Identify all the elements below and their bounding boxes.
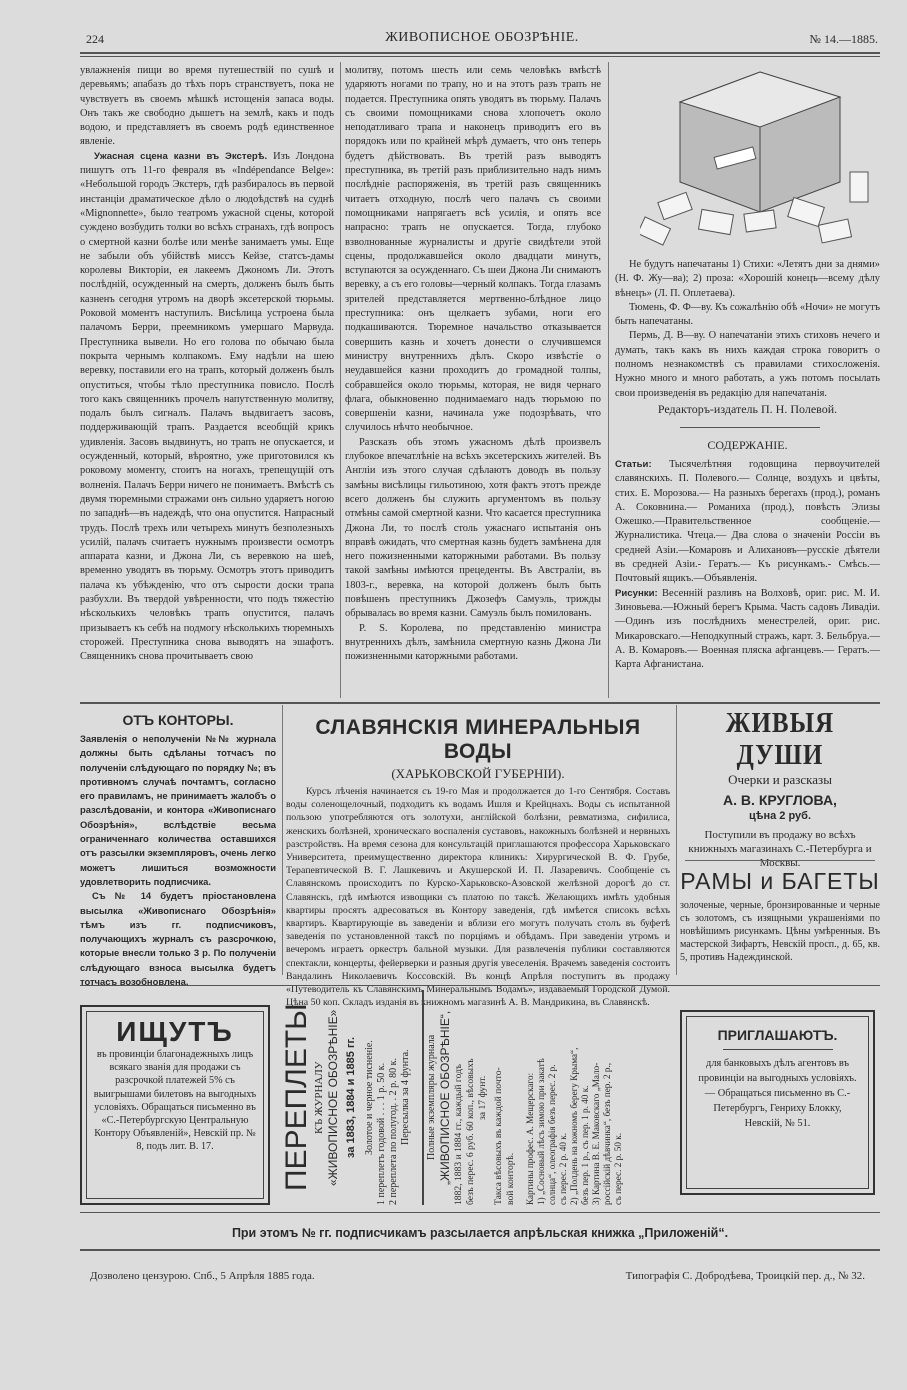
section-rule bbox=[80, 985, 880, 986]
ishchut-ad: ИЩУТЪ въ провинціи благонадежныхъ лицъ всякаго званія для продажи съ разсрочкой платежей 5% съ выигрышами билетовъ на выгодныхъ условіяхъ. Обращаться письменно въ «С.-Петербургскую Центральную Контору Объявленій», Невскій пр. № 8, подъ лит. В. 17. bbox=[80, 1005, 270, 1205]
contents-title: СОДЕРЖАНІЕ. bbox=[707, 438, 788, 452]
column-divider bbox=[340, 62, 341, 698]
column-divider bbox=[282, 705, 283, 975]
article-column-2: молитву, потомъ шесть или семь человѣкъ вмѣстѣ ударяютъ ногами по трапу, но и на этотъ разъ трапъ не подается. Преступника опять уводятъ въ тюрьму. Палачъ съ своими помощниками снова хлопочетъ около неподатливаго трапа и наконецъ приводитъ его въ порядокъ или по крайней мѣрѣ думаетъ, что онъ теперь будетъ дѣйствовать. Въ третій разъ выводятъ преступника, въ третій разъ приблизительно надъ нимъ послѣдніе распоряженія, въ третій разъ священникъ читаетъ отходную, послѣ чего палачъ съ своими помощниками напрягаетъ всѣ усилія, и опять все напрасно: трапъ не опускается. Тогда, глубоко взволнованные журналисты и другіе свидѣтели этой сцены, продолжавшейся около двадцати минутъ, вступаются за осужденнаго. Съ шеи Джона Ли снимаютъ веревку, а съ его головы—черный колпакъ. Тогда глазамъ зрителей представляется мертвенно-блѣдное лицо преступника: онъ щелкаетъ зубами, ноги его подкашиваются. Тюремное начальство отказывается совершить казнь и хочетъ донести о случившемся министру внутреннихъ дѣлъ. Скоро извѣстіе о неудавшейся казни проходитъ до громадной толпы, собравшейся около тюрьмы, которая, не видя чернаго флага, обыкновенно поднимаемаго надъ тюрьмою по совершеніи казни, начинала уже подозрѣвать, что случилось нѣчто необычное. Разсказъ объ этомъ ужасномъ дѣлѣ произвелъ глубокое впечатлѣніе на всѣхъ эксетерскихъ жителей. Въ Англіи изъ этого случая сдѣлаютъ доводъ въ пользу замѣны висѣлицы гильотиною, хотя фактъ этотъ прежде всего долженъ бы служить аргументомъ въ пользу отмѣны самой смертной казни. Что касается преступника Джона Ли, то послѣ столь ужаснаго испытанія онъ вправѣ ожидать, что смертная казнь будетъ замѣнена для него пожизненными каторжными работами. Въ пользу такой замѣны имѣются прецеденты. Въ Австраліи, въ 1803-г., веревка, на которой долженъ былъ быть повѣшенъ преступникъ Джозефъ Самуэль, трижды обрывалась во время казни. Самуэль былъ помилованъ. P. S. Королева, по представленію министра внутреннихъ дѣлъ, замѣнила смертную казнь Джона Ли пожизненными каторжными работами. bbox=[345, 65, 601, 663]
divider bbox=[685, 860, 875, 861]
printer-note: Типографія С. Добродѣева, Троицкій пер. д., № 32. bbox=[625, 1270, 865, 1282]
supplement-notice: При этомъ № гг. подписчикамъ разсылается апрѣльская книжка „Приложеній“. bbox=[231, 1226, 729, 1240]
page-number: 224 bbox=[86, 32, 104, 46]
contents: Статьи: Тысячелѣтняя годовщина первоучителей славянскихъ. П. Полевого.— Солнце, воздухъ и цвѣты, стих. Е. Морозова.— На разныхъ берегахъ (прод.), романъ А. Соковнина.— Романиха (прод.), повѣсть Элизы Ожешко.—Правительственное сообщеніе.— Журналистика. Чтеца.— Два слова о значеніи Россіи въ средней Азіи.—Комаровъ и Алихановъ—русскіе дѣятели въ средней Азіи.- Гератъ.— Къ рисункамъ.- Смѣсь.— Почтовый ящикъ.—Объявленія. Рисунки: Весенній разливъ на Волховѣ, ориг. рис. М. И. Зиновьева.—Южный берегъ Крыма. Часть садовъ Ливадіи.—Одинъ изъ послѣднихъ менестрелей, ориг. рис. Микаровскаго.—Неподкупный стражъ, карт. З. Бельбруа.— А. В. Комаровъ.— Военная пляска афганцевъ.— Гератъ.—Карта Афганистана. bbox=[615, 459, 881, 671]
section-rule bbox=[80, 702, 880, 704]
header-rule bbox=[80, 56, 880, 57]
invitation-ad: ПРИГЛАШАЮТЪ. для банковыхъ дѣлъ агентовъ въ провинціи на выгодныхъ условіяхъ.— Обращаться письменно въ С.-Петербургъ, Генриху Блокку, Невскій, № 51. bbox=[680, 1010, 875, 1195]
footer-rule bbox=[80, 1249, 880, 1251]
divider bbox=[680, 427, 820, 428]
header-rule bbox=[80, 52, 880, 54]
article-heading: Ужасная сцена казни въ Экстерѣ. bbox=[94, 150, 268, 162]
zhivye-dushi-ad: ЖИВЫЯ ДУШИ Очерки и разсказы А. В. КРУГЛОВА, цѣна 2 руб. Поступили въ продажу во всѣхъ книжныхъ магазинахъ С.-Петербурга и Москвы. bbox=[688, 707, 872, 869]
editor-line: Редакторъ-издатель П. Н. Полевой. bbox=[657, 402, 838, 416]
issue-number: № 14.—1885. bbox=[809, 32, 878, 46]
section-rule bbox=[80, 1212, 880, 1213]
mailbox-illustration bbox=[640, 62, 870, 252]
frames-ad: РАМЫ и БАГЕТЫ золоченые, черные, бронзированные и черные съ золотомъ, съ изящными украшеніями по новѣйшимъ рисункамъ. Цѣны умѣренныя. Въ мастерской Зифартъ, Невскій просп., д. 65, кв. 5, противъ Надеждинской. bbox=[680, 868, 880, 963]
censorship-note: Дозволено цензурою. Спб., 5 Апрѣля 1885 года. bbox=[90, 1270, 315, 1282]
bindings-ad-columns: ПЕРЕПЛЕТЫ КЪ ЖУРНАЛУ «ЖИВОПИСНОЕ ОБОЗРѢНІЕ» за 1883, 1884 и 1885 гг. Золотое и черное тисненіе. 1 переплетъ годовой . . . 1 р. 50 к. 2 переплета по полугод. . 2 р. 80 к. Пересылка за 4 фунта. Полные экземпляры журнала „ЖИВОПИСНОЕ ОБОЗРѢНІЕ“, 1882, 1883 и 1884 гг., каждый годъ безъ перес. 6 руб. 60 коп., вѣсовыхъ за 17 фунт. Такса вѣсовыхъ въ каждой почто- вой конторѣ. Картины профес. А. Мещерскаго: 1) „Сосновый лѣсъ зимою при закатѣ солнца“, олеографія безъ перес. 2 р. съ перес. 2 р. 40 к. 2) „Полдень на южномъ берегу Крыма“, безъ пер. 1 р., съ пер. 1 р. 40 к. 3) Картина В. Е. Маковскаго „Мало- россійскій дѣвчинка“, безъ пер. 2 р., съ перес. 2 р. 50 к. bbox=[280, 990, 665, 1205]
journal-title: ЖИВОПИСНОЕ ОБОЗРѢНІЕ. bbox=[385, 30, 579, 45]
page-header bbox=[86, 30, 878, 50]
column-divider bbox=[676, 705, 677, 975]
article-column-1: увлажненія пищи во время путешествій по сушѣ и деревьямъ; апабазъ до тѣхъ поръ странствуетъ, пока не чувствуетъ въ своемъ мѣшкѣ истощенія запаса воды. Онъ такъ же свободно дышетъ на землѣ, какъ и подъ водою, и представляетъ въ своемъ родѣ единственное явленіе. Ужасная сцена казни въ Экстерѣ. Изъ Лондона пишутъ отъ 11-го февраля въ «Indépendance Belge»: «Небольшой городъ Экстеръ, гдѣ разбиралось въ первой инстанціи драматическое дѣло о людоѣдствѣ на суднѣ «Mignonnette», было театромъ ужасной сцены, которой суждено возбудить толки во всѣхъ странахъ, гдѣ вопросъ о смертной казни болѣе или менѣе занимаетъ умы. Еще не забыли объ убійствѣ миссъ Кейзе, статсъ-дамы королевы Викторіи, ея лакеемъ Джономъ Ли. Этотъ послѣдній, осужденный на смерть, долженъ былъ быть казненъ сегодня утромъ на дворѣ эксетерской тюрьмы. Роковой моментъ наступилъ. Висѣлица устроена была палачомъ Берри, преемникомъ умершаго Марвуда. Преступника вывели. Но его голова по обычаю была покрыта чернымъ колпакомъ. Ему надѣли на шею веревку, поставили его на трапъ, который долженъ былъ опуститься, чтобы тѣло преступника повисло. Послѣ того какъ священникъ прочелъ напутственную молитву, подалъ былъ сигналъ. Палачъ выдвигаетъ засовъ, поддерживающій трапъ. Раздается всеобщій крикъ удивленія. Засовъ выдвинутъ, но трапъ не опускается, и осужденный, который, вѣроятно, уже приготовился къ роковому моменту, стоитъ на ногахъ, трепещущій отъ волненія. Палачъ Берри ничего не понимаетъ. Вмѣстѣ съ двумя тюремными стражами онъ сильно ударяетъ ногою по западнѣ—въ надеждѣ, что она опустится. Напрасный трудъ. Послѣ трехъ или четырехъ минутъ безполезныхъ усилій, палачъ считаетъ нужнымъ произвести осмотръ аппарата казни, и Джона Ли, съ веревкою на шеѣ, временно уводятъ въ тюрьму. Осмотръ этотъ приводитъ палача къ убѣжденію, что отъ сырости доски трапа разбухли. Въ твердой увѣренности, что подъ тяжестію нѣсколькихъ человѣкъ трапъ опустится, палачъ призываетъ къ себѣ на подмогу нѣсколькихъ тюремныхъ сторожей. Преступника снова выводятъ на эшафотъ. Священникъ снова прочитываетъ свою bbox=[80, 65, 334, 663]
postbox-notices: Не будутъ напечатаны 1) Стихи: «Летятъ дни за днями» (Н. Ф. Жу—ва); 2) проза: «Хорошій конецъ—всему дѣлу вѣнецъ» (Л. П. Оплетаева). Тюмень, Ф. Ф—ву. Къ сожалѣнію обѣ «Ночи» не могутъ быть напечатаны. Пермь, Д. В—ву. О напечатаніи этихъ стиховъ нечего и думать, такъ какъ въ нихъ каждая строка говоритъ о полномъ незнакомствѣ съ правилами стихосложенія. Нужно много и много работать, а ужъ потомъ посылать свои произведенія въ редакцію для напечатанія. bbox=[615, 259, 880, 399]
column-divider bbox=[608, 62, 609, 698]
mineral-waters-ad: СЛАВЯНСКІЯ МИНЕРАЛЬНЫЯ ВОДЫ (ХАРЬКОВСКОЙ ГУБЕРНІИ). Курсъ лѣченія начинается съ 19-го Мая и продолжается до 1-го Сентября. Составъ воды соленощелочный, подходитъ къ водамъ Ишля и Крейцнахъ. Воды съ испытанной пользою употребляются отъ золотухи, англійской болѣзни, ревматизма, сифилиса, женскихъ болѣзней, хроническаго воспаленія суставовъ, накожныхъ болѣзней и нервныхъ разстройствъ. На время сезона для консультацій приглашаются профессора Харьковскаго Университета, преимущественно директора клиникъ: Хирургической В. Ф. Грубе, Терапевтической В. Г. Лашкевичъ и Акушерской И. П. Лазаревичъ. Сообщеніе съ Славянскомъ происходитъ по Курско-Харьковско-Азовской желѣзной дорогѣ до ст. Славянскъ, гдѣ имѣются извощики съ платою по таксѣ. Желающихъ имѣть удобныя квартиры просятъ адресоваться въ Контору заведенія, гдѣ имѣется списокъ всѣхъ квартиръ. Квартирующіе въ заведеніи и вблизи его могутъ получать столъ въ буфетѣ заведенія по установленной таксѣ по порціямъ и обѣдамъ. При заведеніи утромъ и вечеромъ играетъ оркестръ бальной музыки. Для развлеченія публики составляются спектакли, концерты, фейерверки и разныя другія увеселенія. Врачемъ заведенія состоитъ Вандалинъ Николаевичъ Коссовскій. Въ концѣ Апрѣля поступитъ въ продажу «Путеводитель къ Славянскимъ Минеральнымъ Водамъ», издаваемый Городской Думой. Цѣна 50 коп. Складъ изданія въ книжномъ магазинѣ А. В. Мандрикина, въ Славянскѣ. bbox=[286, 716, 670, 1009]
office-notice: ОТЪ КОНТОРЫ. Заявленія о неполученіи №№ журнала должны быть сдѣланы тотчасъ по полученіи слѣдующаго по порядку №; въ противномъ случаѣ почтамтъ, согласно его правиламъ, не принимаетъ жалобъ о разслѣдованіи, и контора «Живописнаго Обозрѣнія», вслѣдствіе весьма ограниченнаго количества оставшихся отъ разсылки экземпляровъ, очень легко можетъ лишиться возможности удовлетворить подписчика. Съ № 14 будетъ пріостановлена высылка «Живописнаго Обозрѣнія» тѣмъ изъ гг. подписчиковъ, получающихъ журналъ съ разсрочкою, которые внесли только 3 р. По полученіи слѣдующаго взноса высылка будетъ тотчасъ возобновлена. bbox=[80, 712, 276, 988]
